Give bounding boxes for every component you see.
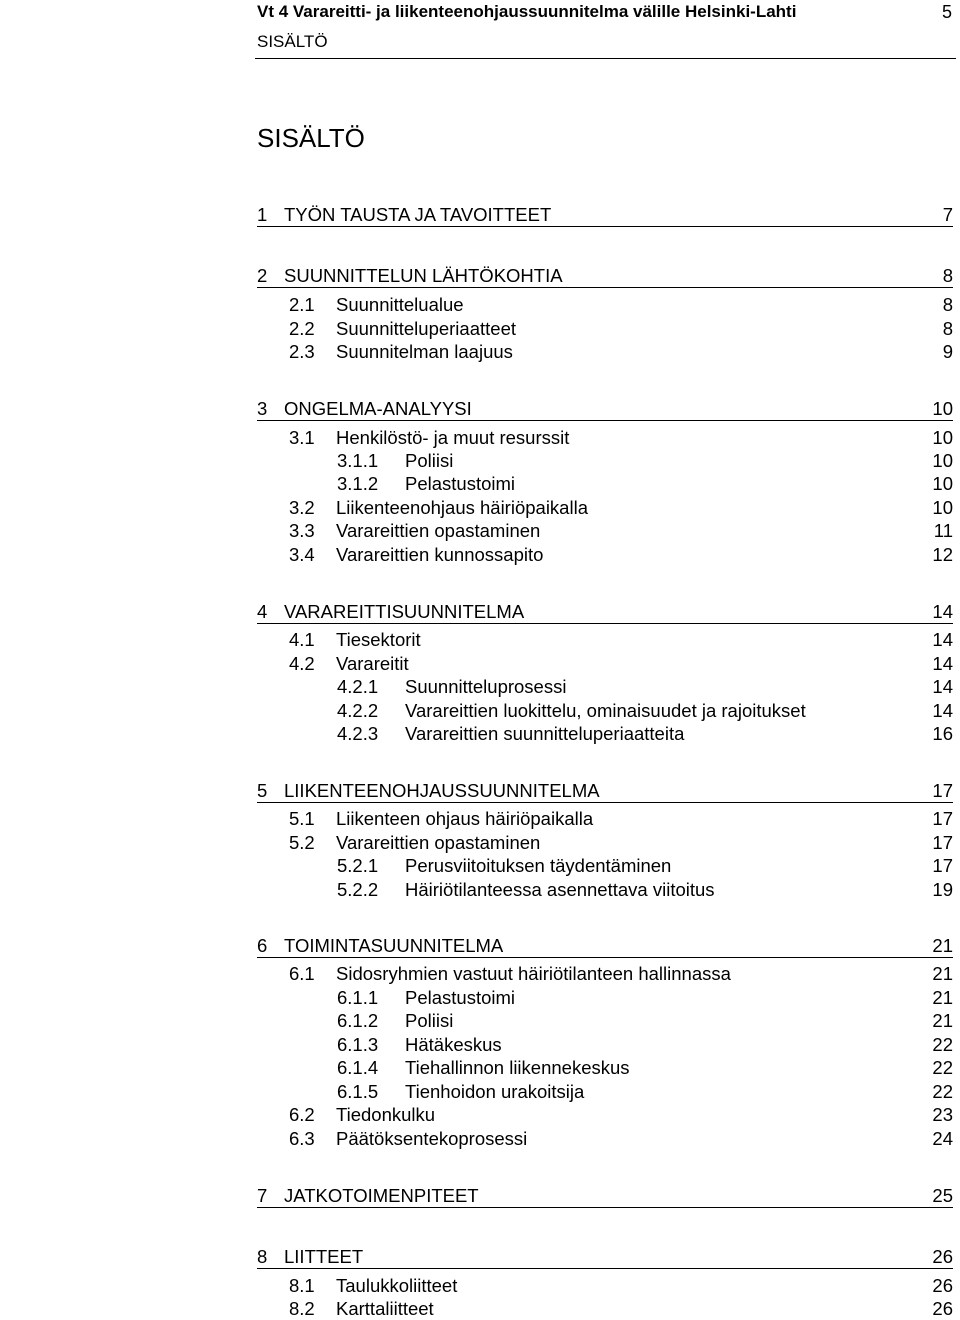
- toc-entry-title: Varareittien kunnossapito: [336, 544, 544, 565]
- toc-entry[interactable]: [289, 519, 953, 542]
- toc-entry-number: 6.1.3: [337, 1034, 379, 1055]
- toc-entry[interactable]: [337, 1009, 953, 1032]
- toc-entry-number: 2.2: [289, 318, 315, 339]
- document-title: Vt 4 Varareitti- ja liikenteenohjaussuunnitelma välille Helsinki-Lahti: [257, 2, 797, 21]
- toc-entry-page: 21: [932, 935, 953, 956]
- toc-entry-page: 17: [932, 832, 953, 853]
- toc-entry-number: 3.1.2: [337, 473, 379, 494]
- toc-entry-page: 10: [932, 398, 953, 419]
- toc-entry-number: 6.1.4: [337, 1057, 379, 1078]
- toc-entry-page: 8: [942, 318, 953, 339]
- toc-entry-page: 24: [932, 1128, 953, 1149]
- toc-entry-title: LIITTEET: [284, 1246, 364, 1267]
- toc-entry-title: Suunnittelualue: [336, 294, 464, 315]
- toc-entry-page: 19: [932, 879, 953, 900]
- toc-entry[interactable]: [257, 600, 953, 624]
- toc-entry-title: Sidosryhmien vastuut häiriötilanteen hallinnassa: [336, 963, 731, 984]
- toc-entry-number: 8.2: [289, 1298, 315, 1319]
- toc-entry[interactable]: [257, 1245, 953, 1269]
- toc-entry-title: Varareittien opastaminen: [336, 832, 541, 853]
- toc-entry-number: 8.1: [289, 1275, 315, 1296]
- toc-entry-number: 6.1.5: [337, 1081, 379, 1102]
- toc-entry-number: 3.3: [289, 520, 315, 541]
- toc-entry-page: 14: [932, 700, 953, 721]
- toc-entry-number: 3: [257, 398, 268, 419]
- toc-entry[interactable]: [289, 340, 953, 363]
- toc-entry-title: Pelastustoimi: [405, 987, 516, 1008]
- toc-entry-title: Suunnitteluperiaatteet: [336, 318, 516, 339]
- toc-entry-number: 2.1: [289, 294, 315, 315]
- toc-entry[interactable]: [337, 472, 953, 495]
- toc-entry[interactable]: [289, 293, 953, 316]
- toc-entry-page: 21: [932, 963, 953, 984]
- toc-entry-title: Suunnitelman laajuus: [336, 341, 513, 362]
- toc-entry[interactable]: [289, 1297, 953, 1320]
- toc-entry-page: 14: [932, 676, 953, 697]
- toc-entry-title: Poliisi: [405, 1010, 454, 1031]
- toc-entry-number: 2: [257, 265, 268, 286]
- toc-entry-title: Suunnitteluprosessi: [405, 676, 567, 697]
- toc-entry[interactable]: [289, 1103, 953, 1126]
- toc-entry-page: 25: [932, 1185, 953, 1206]
- toc-entry-number: 8: [257, 1246, 268, 1267]
- toc-entry-title: SUUNNITTELUN LÄHTÖKOHTIA: [284, 265, 563, 286]
- toc-entry[interactable]: [257, 1184, 953, 1208]
- toc-entry[interactable]: [257, 934, 953, 958]
- toc-entry-number: 4.2.2: [337, 700, 379, 721]
- toc-entry-number: 4.2.1: [337, 676, 379, 697]
- toc-entry-title: Tiesektorit: [336, 629, 421, 650]
- toc-entry[interactable]: [337, 1080, 953, 1103]
- toc-entry-page: 21: [932, 1010, 953, 1031]
- toc-entry-number: 6.1: [289, 963, 315, 984]
- toc-entry-number: 5.2.2: [337, 879, 379, 900]
- toc-entry[interactable]: [337, 1033, 953, 1056]
- toc-entry[interactable]: [337, 722, 953, 745]
- toc-entry-number: 4.2: [289, 653, 315, 674]
- toc-entry-title: Liikenteen ohjaus häiriöpaikalla: [336, 808, 594, 829]
- toc-entry-number: 4.2.3: [337, 723, 379, 744]
- toc-entry-number: 3.1: [289, 427, 315, 448]
- toc-entry[interactable]: [257, 203, 953, 227]
- toc-entry[interactable]: [337, 699, 953, 722]
- toc-entry[interactable]: [289, 543, 953, 566]
- toc-entry-page: 17: [932, 780, 953, 801]
- toc-entry[interactable]: [337, 1056, 953, 1079]
- toc-entry-number: 3.2: [289, 497, 315, 518]
- toc-entry-title: Tiedonkulku: [336, 1104, 436, 1125]
- toc-entry[interactable]: [337, 878, 953, 901]
- toc-entry-page: 14: [932, 601, 953, 622]
- toc-entry-title: Päätöksentekoprosessi: [336, 1128, 528, 1149]
- toc-entry[interactable]: [289, 831, 953, 854]
- toc-entry-page: 8: [942, 265, 953, 286]
- header-divider: [255, 58, 956, 59]
- toc-entry-page: 16: [932, 723, 953, 744]
- toc-entry-number: 6.1.2: [337, 1010, 379, 1031]
- toc-entry-title: TOIMINTASUUNNITELMA: [284, 935, 504, 956]
- toc-entry-number: 3.4: [289, 544, 315, 565]
- toc-entry[interactable]: [337, 675, 953, 698]
- toc-entry-page: 26: [932, 1298, 953, 1319]
- toc-entry-page: 26: [932, 1275, 953, 1296]
- toc-entry-number: 6.2: [289, 1104, 315, 1125]
- toc-entry-title: Varareittien luokittelu, ominaisuudet ja rajoitukset: [405, 700, 806, 721]
- toc-entry-title: Häiriötilanteessa asennettava viitoitus: [405, 879, 715, 900]
- toc-entry-title: Liikenteenohjaus häiriöpaikalla: [336, 497, 588, 518]
- toc-entry-page: 26: [932, 1246, 953, 1267]
- toc-entry-page: 22: [932, 1034, 953, 1055]
- toc-entry-number: 5.2.1: [337, 855, 379, 876]
- toc-entry-title: Hätäkeskus: [405, 1034, 502, 1055]
- toc-entry-page: 12: [932, 544, 953, 565]
- toc-heading: SISÄLTÖ: [257, 123, 365, 153]
- toc-entry[interactable]: [289, 652, 953, 675]
- toc-entry-title: Perusviitoituksen täydentäminen: [405, 855, 672, 876]
- toc-entry-page: 10: [932, 450, 953, 471]
- toc-entry-number: 5: [257, 780, 268, 801]
- toc-entry-title: JATKOTOIMENPITEET: [284, 1185, 479, 1206]
- toc-entry[interactable]: [289, 628, 953, 651]
- toc-entry[interactable]: [289, 1274, 953, 1297]
- toc-entry[interactable]: [289, 962, 953, 985]
- toc-entry-title: Pelastustoimi: [405, 473, 516, 494]
- toc-entry[interactable]: [257, 397, 953, 421]
- toc-entry-title: Varareitit: [336, 653, 409, 674]
- toc-entry-title: Varareittien suunnitteluperiaatteita: [405, 723, 685, 744]
- toc-entry-page: 11: [933, 520, 953, 541]
- toc-entry-title: VARAREITTISUUNNITELMA: [284, 601, 525, 622]
- toc-entry[interactable]: [257, 264, 953, 288]
- toc-entry-page: 17: [932, 855, 953, 876]
- toc-entry-title: Varareittien opastaminen: [336, 520, 541, 541]
- toc-entry[interactable]: [337, 854, 953, 877]
- toc-entry-number: 6: [257, 935, 268, 956]
- toc-entry-page: 23: [932, 1104, 953, 1125]
- page-number: 5: [941, 2, 952, 22]
- toc-entry-page: 10: [932, 473, 953, 494]
- toc-entry-page: 21: [932, 987, 953, 1008]
- toc-entry-number: 2.3: [289, 341, 315, 362]
- toc-entry-page: 22: [932, 1081, 953, 1102]
- toc-entry-title: Henkilöstö- ja muut resurssit: [336, 427, 570, 448]
- toc-entry-number: 6.1.1: [337, 987, 379, 1008]
- toc-entry-page: 10: [932, 497, 953, 518]
- toc-entry[interactable]: [289, 1127, 953, 1150]
- toc-entry[interactable]: [289, 807, 953, 830]
- toc-entry-page: 8: [942, 294, 953, 315]
- toc-entry-title: TYÖN TAUSTA JA TAVOITTEET: [284, 204, 552, 225]
- toc-entry-page: 14: [932, 629, 953, 650]
- toc-entry-title: Tiehallinnon liikennekeskus: [405, 1057, 630, 1078]
- toc-entry[interactable]: [257, 779, 953, 803]
- toc-entry[interactable]: [289, 496, 953, 519]
- toc-entry-number: 7: [257, 1185, 268, 1206]
- toc-entry[interactable]: [337, 986, 953, 1009]
- toc-entry-title: ONGELMA-ANALYYSI: [284, 398, 472, 419]
- running-section-title: SISÄLTÖ: [257, 32, 328, 51]
- toc-entry-number: 1: [257, 204, 268, 225]
- toc-entry-page: 7: [942, 204, 953, 225]
- toc-entry[interactable]: [337, 449, 953, 472]
- toc-entry-page: 9: [942, 341, 953, 362]
- toc-entry-title: Tienhoidon urakoitsija: [405, 1081, 585, 1102]
- toc-entry-number: 5.1: [289, 808, 315, 829]
- toc-entry-title: Taulukkoliitteet: [336, 1275, 458, 1296]
- toc-entry-number: 5.2: [289, 832, 315, 853]
- toc-entry-title: Karttaliitteet: [336, 1298, 434, 1319]
- toc-entry-number: 4: [257, 601, 268, 622]
- toc-entry-page: 14: [932, 653, 953, 674]
- toc-entry-page: 10: [932, 427, 953, 448]
- toc-entry-page: 22: [932, 1057, 953, 1078]
- toc-entry-title: LIIKENTEENOHJAUSSUUNNITELMA: [284, 780, 600, 801]
- toc-entry-title: Poliisi: [405, 450, 454, 471]
- toc-entry-number: 4.1: [289, 629, 315, 650]
- toc-entry[interactable]: [289, 317, 953, 340]
- toc-entry-number: 6.3: [289, 1128, 315, 1149]
- toc-entry-page: 17: [932, 808, 953, 829]
- toc-entry-number: 3.1.1: [337, 450, 379, 471]
- toc-entry[interactable]: [289, 426, 953, 449]
